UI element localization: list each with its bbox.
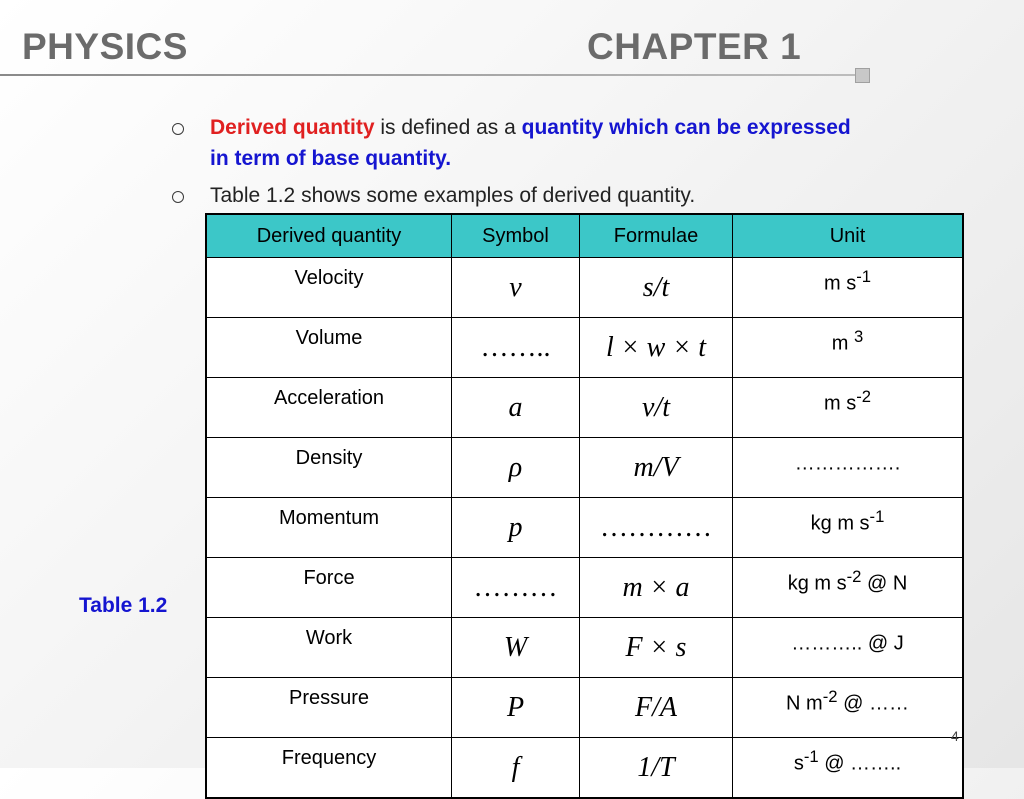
symbol-cell: p [452, 498, 580, 558]
formula-cell: 1/T [580, 738, 733, 799]
unit-exponent: -1 [856, 267, 872, 286]
header-derived-quantity: Derived quantity [206, 214, 452, 258]
quantity-cell: Density [206, 438, 452, 498]
quantity-cell: Acceleration [206, 378, 452, 438]
symbol-cell: f [452, 738, 580, 799]
symbol-cell: v [452, 258, 580, 318]
formula-cell: l × w × t [580, 318, 733, 378]
symbol-cell: W [452, 618, 580, 678]
unit-cell [733, 558, 964, 618]
bullet-circle-icon [172, 123, 184, 135]
page-number: 4 [951, 728, 959, 744]
unit-base: kg m s [787, 572, 847, 595]
table-caption: Table 1.2 [79, 594, 168, 617]
formula-cell: F × s [580, 618, 733, 678]
unit-cell [733, 618, 964, 678]
unit-base: ……….. @ J [791, 632, 904, 655]
unit-exponent: -1 [869, 507, 885, 526]
definition-highlight-line1: quantity which can be expressed [521, 116, 851, 139]
header-rule [0, 74, 858, 76]
unit-cell [733, 258, 964, 318]
quantity-cell: Velocity [206, 258, 452, 318]
derived-quantity-table [205, 213, 964, 799]
formula-cell: v/t [580, 378, 733, 438]
unit-base: ……………. [794, 452, 901, 475]
unit-base: m [831, 332, 854, 355]
unit-exponent: -2 [856, 387, 872, 406]
table-row [206, 438, 963, 498]
quantity-cell: Momentum [206, 498, 452, 558]
unit-suffix: @ …… [837, 692, 909, 715]
symbol-cell: ……… [452, 558, 580, 618]
table-intro-text: Table 1.2 shows some examples of derived quantity. [210, 184, 696, 207]
unit-base: s [793, 752, 804, 775]
definition-connector: is defined as a [374, 116, 522, 139]
unit-exponent: -1 [803, 747, 819, 766]
bullet-circle-icon [172, 191, 184, 203]
chapter-title: CHAPTER 1 [587, 26, 802, 67]
quantity-cell: Volume [206, 318, 452, 378]
symbol-cell: P [452, 678, 580, 738]
symbol-cell: …….. [452, 318, 580, 378]
unit-cell [733, 678, 964, 738]
symbol-cell: a [452, 378, 580, 438]
header-symbol: Symbol [452, 214, 580, 258]
subject-title: PHYSICS [22, 26, 188, 67]
definition-paragraph [210, 112, 851, 174]
unit-base: N m [786, 692, 823, 715]
unit-exponent: -2 [846, 567, 862, 586]
quantity-cell: Force [206, 558, 452, 618]
table-row [206, 618, 963, 678]
unit-base: kg m s [810, 512, 870, 535]
definition-highlight-line2: in term of base quantity. [210, 147, 452, 170]
unit-cell [733, 498, 964, 558]
unit-cell [733, 318, 964, 378]
unit-exponent: -2 [822, 687, 838, 706]
table-row [206, 378, 963, 438]
header-rule-marker [855, 68, 870, 83]
formula-cell: ………… [580, 498, 733, 558]
quantity-cell: Pressure [206, 678, 452, 738]
table-row [206, 258, 963, 318]
header-formulae: Formulae [580, 214, 733, 258]
unit-suffix: @ N [861, 572, 908, 595]
formula-cell: m/V [580, 438, 733, 498]
term-derived-quantity: Derived quantity [210, 116, 375, 139]
formula-cell: s/t [580, 258, 733, 318]
table-row [206, 678, 963, 738]
quantity-cell: Frequency [206, 738, 452, 799]
table-row [206, 498, 963, 558]
quantity-cell: Work [206, 618, 452, 678]
table-row [206, 558, 963, 618]
symbol-cell: ρ [452, 438, 580, 498]
table-row [206, 318, 963, 378]
table-header-row [206, 214, 963, 258]
header-unit: Unit [733, 214, 964, 258]
unit-cell [733, 438, 964, 498]
unit-suffix: @ …….. [818, 752, 902, 775]
unit-exponent: 3 [853, 327, 864, 346]
unit-base: m s [823, 272, 857, 295]
formula-cell: F/A [580, 678, 733, 738]
formula-cell: m × a [580, 558, 733, 618]
unit-cell [733, 378, 964, 438]
unit-base: m s [823, 392, 857, 415]
